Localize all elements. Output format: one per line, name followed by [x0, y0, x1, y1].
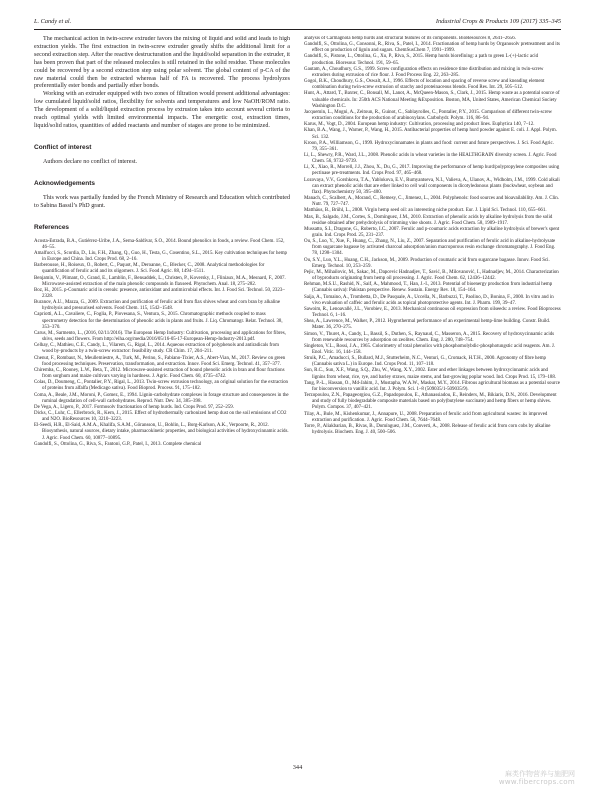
reference-entry: Manach, C., Scalbert, A., Morand, C., Remesy, C., Jimenez, L., 2004. Polyphenols: food sources and bioavailability. Am. J. Clin. Nutr. 79, 727–747. [304, 196, 559, 208]
reference-entry: De Vega, A., Ligero, P., 2017. Formosolv fractionation of hemp hurds. Ind. Crops Prod. 97, 252–259. [34, 404, 234, 410]
reference-entry: Mussatto, S.I., Dragone, G., Roberto, I.C., 2007. Ferulic and p-coumaric acids extraction by alkaline hydrolysis of brewer's spent grain. Ind. Crops Prod. 25, 231–237. [304, 226, 560, 238]
conflict-text: Authors declare no conflict of interest. [43, 158, 138, 165]
reference-entry: El-Seedi, H.R., El-Said, A.M.A., Khalifa, S.A.M., Göransson, U., Bohlin, L., Borg-Karlson, A.K., Verpoorte, R., 2012. Biosynthesis, natural sources, dietary intake, pharmacokinetic properties, and biological activities of hydroxycinnamic acids. J. Agric. Food Chem. 60, 10877–10895. [34, 423, 289, 441]
header-journal: Industrial Crops & Products 109 (2017) 335–345 [435, 18, 561, 25]
reference-entry: Celhay, C., Mathieu, C.E., Candy, L., Vilarem, G., Rigal, L., 2014. Aqueous extraction of polyphenols and antiradicals from wood by-products by a twin-screw extractor: feasibility study. CR Chim. 17, 204–211. [34, 343, 279, 355]
reference-entry: Gogoi, B.K., Choudhury, G.S., Oswalt, A.J., 1996. Effects of location and spacing of reverse screw and kneading element combination during twin-screw extrusion of starchy and proteinaceous blends. Food Res. Int. 29, 505–512. [304, 79, 545, 91]
reference-entry: analysis of Carmagnola hemp hurds and structural features of its components. BioResources 8, 2641–2656. [304, 36, 516, 41]
reference-entry: Pejic, M., Mihailovic, M., Sakac, M., Dapcevic Hadnadjev, T., Savić, B., Milovanović, I., Hadnadjev, M., 2014. Characterization of byproducts originating from hemp oil processing. J. Agric. Food Chem. 62, 12436–12442. [304, 269, 559, 282]
watermark-text: 麻类作物营养与施肥网 [505, 770, 575, 778]
reference-entry: Ou, S.Y., Luo, Y.L., Huang, C.H., Jackson, M., 2009. Production of coumaric acid from sugarcane bagasse. Innov. Food Sci. Emerg. Technol. 10, 253–259. [304, 257, 550, 269]
reference-entry: Sun, R.C., Sun, X.F., Wang, S.Q., Zhu, W., Wang, X.Y., 2002. Ester and ether linkages between hydroxycinnamic acids and lignins from wheat, rice, rye, and barley straws, maize stems, and fast-growing poplar wood. Ind. Crops Prod. 15, 179–188. [304, 368, 557, 380]
reference-entry: Boz, H., 2015. p-Coumaric acid in cereals: presence, antioxidant and antimicrobial effects. Int. J. Food Sci. Technol. 50, 2323–2328. [34, 287, 285, 299]
reference-entry: Chiremba, C., Rooney, L.W., Beta, T., 2012. Microwave-assisted extraction of bound phenolic acids in bran and flour fractions from sorghum and maize cultivars varying in hardness. J. Agric. Food Chem. 60, 4735–4742. [34, 367, 285, 380]
reference-entry: Tilay, A., Bule, M., Kishenkumar, J., Annapure, U., 2008. Preparation of ferulic acid from agricultural wastes: its improved extraction and purification. J. Agric. Food Chem. 56, 7644–7648. [304, 411, 548, 423]
body-paragraph: Working with an extruder equipped with two zones of filtration would present additional advantages: low cumulated liquid/solid ratios, flexibility for solvents and temperatures and low NaOH/ROM ratio. The development of a solid/liquid extraction process by extrusion takes into account several criteria to reach optimal yields with limited environmental impacts. The energetic cost, extraction times, liquid/solid ratios, quantities of added reactants and number of stages are prone to be minimized. [34, 91, 290, 129]
reference-entry: Gandolfi, S., Ottolina, G., Consonni, R., Riva, S., Patel, I., 2014. Fractionation of hemp hurds by Organosolv pretreatment and its effect on production of lignin and sugars. ChemSusChem 7, 1991–1999. [304, 42, 560, 54]
reference-entry: Carus, M., Sarmento, L., (2016, 02/11/2016). The European Hemp Industry: Cultivation, processing and applications for fibres, shivs, seeds and flowers. From http://eiha.org/media/2016/05/16-05-17-European-Hemp-Industry-2013.pdf. [34, 330, 286, 343]
reference-entry: Terzopoulou, Z.N., Papageorgiou, G.Z., Papadopoulou, E., Athanassiadou, E., Reinders, M., Bikiaris, D.N., 2016. Development and study of fully biodegradable composite materials based on poly(butylene succinate) and hemp fibers or hemp shives. Polym. Compos. 37, 407–421. [304, 393, 557, 411]
reference-entry: Barberousse, H., Roiseux, O., Robert, C., Paquot, M., Deroanne, C., Blecker, C., 2008. Analytical methodologies for quantification of ferulic acid and its oligomers. J. Sci. Food Agric. 88, 1494–1511. [34, 263, 265, 275]
reference-entry: Coma, A., Beale, J.M., Moroni, P., Gomez, E., 1994. Lignin-carbohydrate complexes in forage structure and consequences in the ruminal degradation of cell-wall carbohydrates. Reprod. Nutr. Dev. 34, 385–398. [34, 392, 289, 404]
reference-entry: Struik, P.C., Amaducci, S., Bullard, M.J., Stutterheim, N.C., Venturi, G., Cromack, H.T.H., 2000. Agronomy of fibre hemp (Cannabis sativa L.) in Europe. Ind. Crops Prod. 11, 107–118. [304, 356, 547, 368]
reference-entry: Gandolfi, S., Pistone, L., Ottolina, G., Xu, P., Riva, S., 2015. Hemp hurds biorefining: a path to green L-(+)-lactic acid production. Bioresour. Technol. 191, 59–65. [304, 54, 539, 66]
watermark-url: www.fibercrops.com [498, 778, 575, 786]
reference-entry: Capriotti, A.L., Cavaliere, C., Foglia, P., Piovesana, S., Ventura, S., 2015. Chromatographic methods coupled to mass spectrometry detection for the determination of phenolic acids in plants and fruits. J. Liq. Chromatogr. Relat. Technol. 38, 353–370. [34, 312, 283, 330]
reference-entry: Sawoim, R., Lenoavallé, J.L., Vorobiev, E., 2013. Mechanical continuous oil expression from oilseeds: a review. Food Bioprocess Technol. 6, 1–16. [304, 306, 561, 319]
reference-entry: Torre, P., Aliakbarian, B., Rivas, B., Domínguez, J.M., Converti, A., 2008. Release of ferulic acid from corn cobs by alkaline hydrolysis. Biochem. Eng. J. 40, 500–506. [304, 423, 551, 435]
reference-entry: Ou, S., Luo, Y., Xue, F., Huang, C., Zhang, N., Liu, Z., 2007. Separation and purification of ferulic acid in alkaline-hydrolysate from sugarcane bagasse by activated charcoal adsorption/anion macroporous resin exchange chromatography. J. Food Eng. 78, 1298–1304. [304, 239, 556, 257]
reference-entry: Gautam, A., Choudhury, G.S., 1999. Screw configuration effects on residence time distribution and mixing in twin-screw extruders during extrusion of rice flour. J. Food Process Eng. 22, 263–285. [304, 66, 544, 78]
reference-list-left [34, 239, 290, 448]
reference-entry: Colas, D., Doumeng, C., Pontalier, P.Y., Rigal, L., 2013. Twin-screw extrusion technology, an original solution for the extraction of proteins from alfalfa (Medicago sativa). Food Bioprod. Process. 91, 175–182. [34, 380, 289, 392]
reference-entry: Max, B., Salgado, J.M., Cortes, S., Domínguez, J.M., 2010. Extraction of phenolic acids by alkaline hydrolysis from the solid residue obtained after prehydrolysis of trimming vine shoots. J. Agric. Food Chem. 58, 1909–1917. [304, 214, 553, 226]
reference-entry: Matthäus, B., Brühl, L., 2008. Virgin hemp seed oil: an interesting niche product. Eur. J. Lipid Sci. Technol. 110, 655–661. [304, 208, 547, 214]
acknowledgements-text: This work was partially funded by the French Ministry of Research and Education which contributed to Sabina Bassil’s PhD grant. [34, 194, 290, 209]
watermark [425, 770, 575, 786]
references-heading: References [34, 223, 70, 231]
reference-entry: Shea, A., Lawrence, M., Walker, P., 2012. Hygrothermal performance of an experimental hemp-lime building. Constr. Build. Mater. 36, 270–275. [304, 319, 551, 331]
reference-entry: Saija, A., Tomaino, A., Trombetta, D., De Pasquale, A., Uccella, N., Barbuzzi, T., Paolino, D., Bonina, F., 2000. In vitro and in vivo evaluation of caffeic and ferulic acids as topical photoprotective agents. Int. J. Pharm. 199, 39–47. [304, 294, 554, 306]
left-column [34, 36, 290, 748]
reference-entry: Acosta-Estrada, B.A., Gutiérrez-Uribe, J.A., Serna-Saldívar, S.O., 2014. Bound phenolics in foods, a review. Food Chem. 152, 46–55. [34, 238, 285, 250]
reference-entry: Benjamin, V., Plimant, O., Grand, E., Lamblin, F., Bensaddek, L., Christen, P., Koversky, J., Fliniaux, M.A., Mesnard, F., 2007. Microwave-assisted extraction of the main phenolic compounds in flaxseed. Phytochem. Anal. 18, 275–282. [34, 275, 286, 287]
page-number: 344 [292, 764, 303, 771]
right-column [304, 36, 561, 748]
reference-entry: Simon, V., Thuret, A., Candy, L., Bassil, S., Duthen, S., Raynaud, C., Masseron, A., 2015. Recovery of hydroxycinnamic acids from renewable resources by adsorption on zeolites. Chem. Eng. J. 280, 748–754. [304, 331, 555, 343]
reference-entry: Khan, B.A., Wang, J., Warner, P., Wang, H., 2015. Antibacterial properties of hemp hurd powder against E. coli. J. Appl. Polym. Sci. 132. [304, 128, 557, 140]
reference-entry: Singleton, V.L., Rossi, J.A., 1965. Colorimetry of total phenolics with phosphomolybdic-phosphotungstic acid reagents. Am. J. Enol. Vitic. 16, 144–158. [304, 343, 556, 355]
reference-entry: Li, X., Xiao, R., Morrell, J.J., Zhou, X., Du, G., 2017. Improving the performance of hemp hurd/polypropylene composites using pectinase pre-treatments. Ind. Crops Prod. 97, 465–468. [304, 165, 560, 177]
reference-entry: Li, L., Shewry, P.R., Ward, J.L., 2008. Phenolic acids in wheat varieties in the HEALTHGRAIN diversity screen. J. Agric. Food Chem. 56, 9732–9739. [304, 152, 557, 165]
header-authors: L. Candy et al. [34, 18, 72, 25]
body-paragraph: The mechanical action in twin-screw extruder favors the mixing of liquid and solid and leads to high extraction yields. The first extraction in twin-screw extruder greatly shifts the additional limit for a second extraction step. After the reactive destructuration and the liquid/solid separation in the extruder, it has been proven that part of the released molecules is still retained in the solid residue. These molecules could be recovered by a second extraction step using polar solvent. The global content of p-CA of the raw material could then be extracted whereas half of FA is recovered. The process hydrolyzes preferentially ester bonds and partially ether bonds. [34, 36, 290, 90]
reference-entry: Amalfucci, S., Scordia, D., Liu, F.H., Zhang, Q., Guo, H., Testa, G., Cosentino, S.L., 2015. Key cultivation techniques for hemp in Europe and China. Ind. Crops Prod. 68, 2–16. [34, 250, 288, 263]
reference-entry: Dicks, C., Luhr, C., Ellerbrock, R., Kern, J., 2015. Effect of hydrothermally carbonized hemp dust on the soil emissions of CO2 and N2O. BioResources 10, 3210–3223. [34, 410, 287, 423]
acknowledgements-heading: Acknowledgements [34, 179, 96, 187]
reference-entry: Lozovaya, V.V., Gorshkova, T.A., Yablokova, E.V., Rumyantseva, N.I., Valieva, A., Ulanov, A., Widholm, J.M., 1999. Cold alkali can extract phenolic acids that are ether linked to cell wall components in dicotyledonous plants (buckwheat, soybean and flax). Phytochemistry 50, 395–400. [304, 177, 560, 195]
reference-entry: Karus, M., Vogt, D., 2004. European hemp industry: Cultivation, processing and product lines. Euphytica 140, 7–12. [304, 122, 535, 128]
reference-entry: Gandolfi, S., Ottolina, G., Riva, S., Fantoni, G.P., Patel, I., 2013. Complete chemical [34, 441, 202, 447]
reference-entry: Rehman, M.S.U., Rashid, N., Saif, A., Mahmood, T., Han, J.-I., 2013. Potential of bioenergy production from industrial hemp (Cannabis sativa): Pakistan perspective. Renew. Sustain. Energy Rev. 18, 154–164. [304, 282, 553, 294]
reference-entry: Tang, P.-L., Hassan, O., Md-Jahim, J., Mustapha, W.A.W., Maskat, M.Y., 2014. Fibrous agricultural biomass as a potential source for bioconversion to vanillic acid. Int. J. Polym. Sci. 1–8 (509035/1-509035/9). [304, 380, 560, 392]
reference-entry: Buranov, A.U., Mazza, G., 2009. Extraction and purification of ferulic acid from flax shives wheat and corn bran by alkaline hydrolysis and pressurised solvents. Food Chem. 115, 1542–1548. [34, 300, 281, 312]
reference-entry: Hunt, A., Attard, T., Baxter, C., Bonsall, M., Lanot, A., McQueen-Mason, S., Clark, J., 2015. Hemp waste as a potential source of valuable chemicals. In: 250th ACS National Meeting &Exposition. Boston, MA, United States, American Chemical Society Washington D.C. [304, 91, 560, 109]
conflict-heading: Conflict of interest [34, 143, 92, 151]
reference-entry: Jacquemin, L., Mogni, A., Zeitoun, R., Guinot, C., Sablayrolles, C., Pontalier, P.Y., 2015. Comparison of different twin-screw extraction conditions for the production of arabinoxylans. Carbohydr. Polym. 116, 86–94. [304, 109, 553, 122]
reference-list-right [304, 36, 561, 436]
reference-entry: Kroon, P.A., Williamson, G., 1999. Hydroxycinnamates in plants and food: current and future perspectives. J. Sci. Food Agric. 79, 355–361. [304, 140, 554, 152]
reference-entry: Chenut, F., Rombaut, N., Meullemiestre, A., Turk, M., Perino, S., Fabiano-Tixier, A.S., Abert-Vian, M., 2017. Review on green food processing techniques. Preservation, transformation, and extraction. Innov. Food Sci. Emerg. Technol. 41, 357–377. [34, 355, 286, 367]
header-rule [34, 29, 561, 30]
